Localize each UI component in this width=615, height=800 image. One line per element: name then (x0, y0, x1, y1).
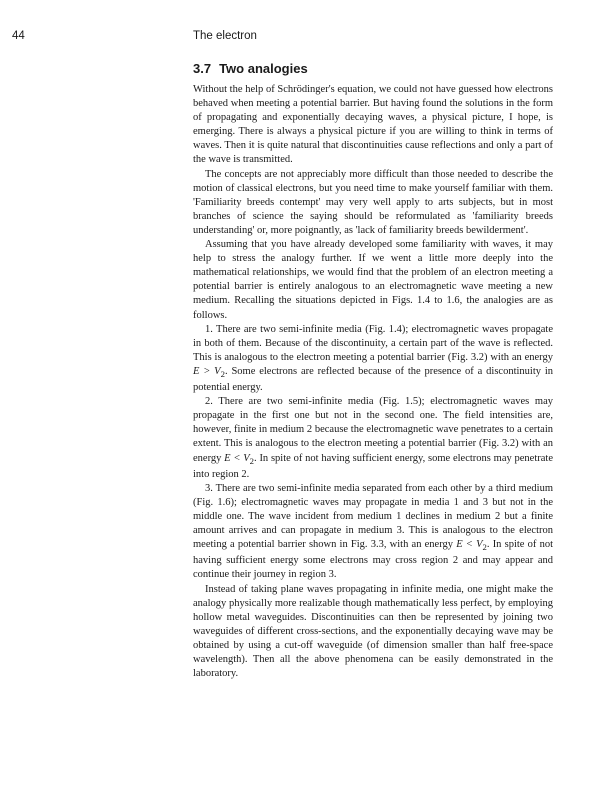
section-title: Two analogies (219, 61, 308, 76)
text-span: 3. There are two semi-infinite media separated from each other by a third medium (Fig. 1.6); electromagnetic waves may propagate in media 1 and 3 but not in the middle one. The wave incident from medium 1 declines in medium 2 but a finite amount arrives and can propagate in medium 3. This is analogous to the electron meeting a potential barrier shown in Fig. 3.3, with an energy (193, 482, 553, 551)
text-span: . Some electrons are reflected because of the presence of a discontinuity in potential energy. (193, 365, 553, 394)
section-heading (193, 61, 308, 76)
page-number: 44 (12, 30, 25, 42)
body-text (193, 83, 553, 681)
paragraph-analogy-1 (193, 323, 553, 396)
math-expression: E < V (456, 539, 483, 551)
paragraph: Instead of taking plane waves propagating in infinite media, one might make the analogy physically more realizable though mathematically less perfect, by employing hollow metal waveguides. Discontinuities can then be represented by joining two waveguides of different cross-sections, and the exponentially decaying wave may be obtained by using a cut-off waveguide (of dimension smaller than half free-space wavelength). Then all the above phenomena can be easily demonstrated in the laboratory. (193, 583, 553, 680)
paragraph-analogy-2 (193, 395, 553, 482)
math-subscript: 2 (482, 542, 487, 553)
math-expression: E < V (224, 452, 250, 464)
math-subscript: 2 (249, 455, 255, 466)
text-span: . In spite of not having sufficient energy some electrons may cross region 2 and may appear and continue their journey in region 3. (193, 539, 553, 581)
paragraph: The concepts are not appreciably more difficult than those needed to describe the motion of classical electrons, but you need time to make yourself familiar with them. 'Familiarity breeds contempt' may very well apply to arts subjects, but in most branches of science the saying should be reformulated as 'familiarity breeds understanding' or, more poignantly, as 'lack of familiarity breeds bewilderment'. (193, 168, 553, 236)
section-number: 3.7 (193, 61, 212, 76)
paragraph-analogy-3 (193, 482, 553, 583)
math-subscript: 2 (220, 368, 225, 379)
text-span: . In spite of not having sufficient energy, some electrons may penetrate into region 2. (193, 452, 553, 480)
running-head: The electron (193, 30, 257, 42)
text-span: 1. There are two semi-infinite media (Fig. 1.4); electromagnetic waves propagate in both of them. Because of the discontinuity, a certain part of the wave is reflected. This is analogous to the electron meeting a potential barrier (Fig. 3.2) with an energy (193, 323, 553, 363)
paragraph: Assuming that you have already developed some familiarity with waves, it may help to stress the analogy further. If we went a little more deeply into the mathematical relationships, we would find that the problem of an electron meeting a potential barrier is entirely analogous to an electromagnetic wave meeting a new medium. Recalling the situations depicted in Figs. 1.4 to 1.6, the analogies are as follows. (193, 239, 553, 321)
math-expression: E > V (193, 365, 221, 377)
paragraph: Without the help of Schrödinger's equation, we could not have guessed how electrons behaved when meeting a potential barrier. But having found the solutions in the form of propagating and exponentially decaying waves, a physical picture, I hope, is emerging. There is always a physical picture if you are willing to think in terms of waves. Then it is quite natural that discontinuities cause reflections and only a part of the wave is transmitted. (193, 84, 553, 166)
text-span: 2. There are two semi-infinite media (Fig. 1.5); electromagnetic waves may propagate in the first one but not in the second one. The field intensities are, however, finite in medium 2 because the electromagnetic wave penetrates to a certain extent. This is analogous to the electron meeting a potential barrier (Fig. 3.2) with an energy (193, 396, 553, 464)
